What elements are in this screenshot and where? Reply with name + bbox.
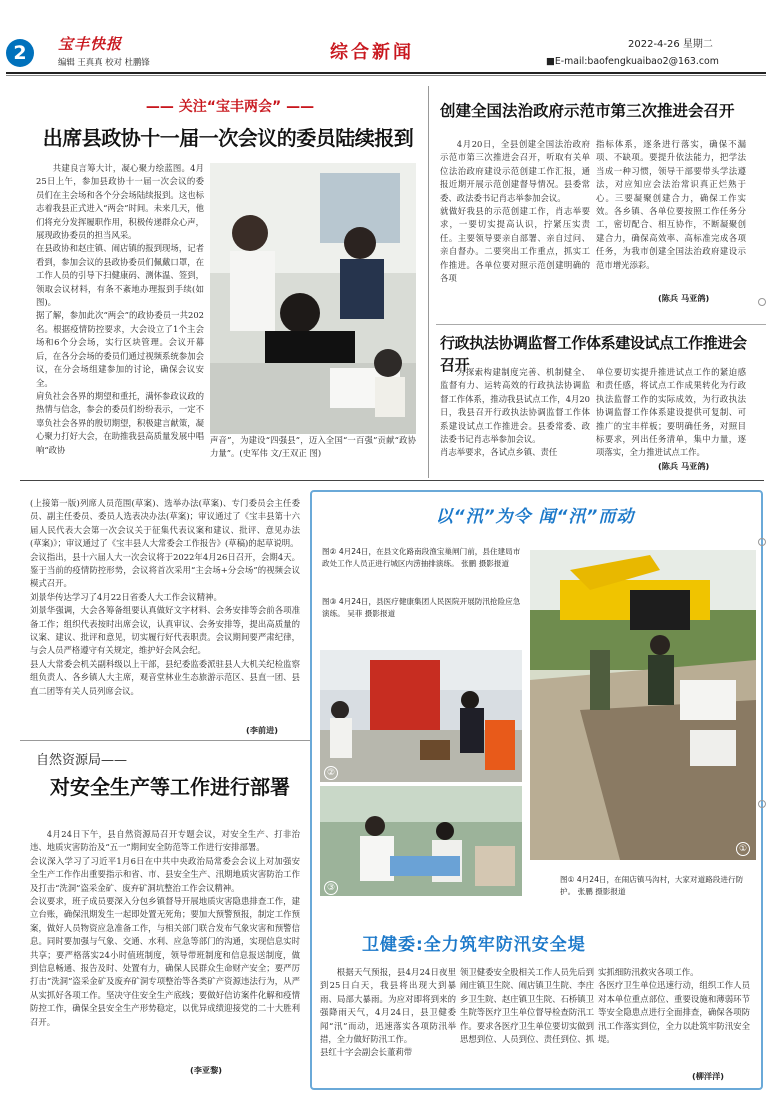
article3-body-col2: 单位要切实提升推进试点工作的紧迫感和责任感，将试点工作成果转化为行政执法监督工作的实际成效，为行政执法协调监督工作体系建设提供可复制、可推广的宝丰样板；要明确任务，对照目标要求，列出任务清单，集中力量，逐项落实，全力推进试点工作。	[596, 367, 746, 458]
article2-body-col1: 4月20日，全县创建全国法治政府示范市第三次推进会召开，听取有关单位法治政府建设示范创建工作汇报，通报近期开展示范创建督导情况。县委常委、政法委书记肖志举参加会议。 就做好我县的示范创建工作，肖志举要求，一要切实提高认识，拧紧压实责任。主要领导要亲自部署、亲自过问、亲自督办。二要突出工作重点，抓实工作推进。各单位要对照示范创建明确的各项	[440, 139, 590, 284]
binding-hole-1	[758, 298, 766, 306]
page-number-badge: 2	[6, 39, 34, 67]
section-title: 综合新闻	[330, 42, 414, 63]
article2-body-col2: 指标体系，逐条进行落实，确保不漏项、不缺项。要提升依法能力，把学法当成一种习惯，领导干部要带头学法遵法，对应知应会法治常识真正烂熟于心。三要凝聚创建合力，确保工作实效。各乡镇、各单位要按照工作任务分工，密切配合、相互协作，不断凝聚创建合力，确保高效率、高标准完成各项任务，为我市创建全国法治政府建设示范市增光添彩。	[596, 139, 746, 270]
issue-date: 2022-4-26 星期二	[628, 39, 713, 50]
article2-byline: (陈兵 马亚鸽)	[658, 293, 710, 303]
flood-photo-2-badge: ②	[324, 766, 338, 780]
article7-byline: (柳洋洋)	[692, 1071, 725, 1081]
flood-feature-banner: 以“汛”为令 闻“汛”而动	[435, 507, 635, 527]
article1-title: 出席县政协十一届一次会议的委员陆续报到	[42, 126, 414, 150]
article1-photo	[210, 163, 416, 434]
flood-photo-3-caption: 图③ 4月24日，县医疗健康集团人民医院开展防汛抢险应急演练。 吴菲 摄影报道	[322, 597, 521, 618]
flood-photo-1-badge: ①	[736, 842, 750, 856]
flood-photo-2	[320, 650, 522, 782]
article1-kicker: —— 关注“宝丰两会” ——	[145, 99, 315, 115]
article7-body-col1: 根据天气预报，县4月24日夜里到25日白天，我县将出现大到暴雨、局部大暴雨。为应对即将到来的强降雨天气，4月24日，县卫健委闻“汛”而动，迅速落实各项防汛举措，全力做好防汛工作。 县红十字会副会长董莉带	[320, 967, 456, 1058]
article7-body-col2: 领卫健委安全股相关工作人员先后到闹庄镇卫生院、闹店镇卫生院、李庄乡卫生院、赵庄镇卫生院、石桥镇卫生院等医疗卫生单位督导检查防汛工作。要求各医疗卫生单位要切实做到思想到位、人员到位、责任到位、抓	[460, 967, 594, 1045]
header-rule-thin	[6, 75, 766, 76]
binding-hole-2	[758, 538, 766, 546]
flood-photo-3	[320, 786, 522, 896]
flood-photo-1-caption: 图① 4月24日，在闹店镇马沟村，大家对道路段进行防护。 张鹏 摄影报道	[560, 875, 744, 896]
flood-photo-1	[530, 550, 756, 860]
flood-photo-2-pump-drill	[320, 650, 522, 782]
article7-body-col3: 实抓细防汛救灾各项工作。 各医疗卫生单位迅速行动，组织工作人员对本单位重点部位、重要设施和薄弱环节等安全隐患点进行全面排查，确保各项防汛工作落实到位，全力以赴筑牢防汛安全堤。	[598, 967, 750, 1045]
article2-rule	[436, 324, 766, 325]
article3-byline: (陈兵 马亚鸽)	[658, 461, 710, 471]
paper-name-logo: 宝丰快报	[58, 35, 123, 53]
article3-body-col1: 为探索构建制度完善、机制健全、监督有力、运转高效的行政执法协调监督工作体系，推动我县试点工作，4月20日，我县召开行政执法协调监督工作体系建设试点工作推进会。县委常委、政法委书记肖志举参加会议。 肖志举要求，各试点乡镇、责任	[440, 367, 590, 458]
flood-photo-3-badge: ③	[324, 881, 338, 895]
header-rule-thick	[6, 72, 766, 74]
article4-byline: (李前进)	[246, 724, 278, 738]
article4-rule	[20, 740, 310, 741]
article7-title: 卫健委:全力筑牢防汛安全堤	[362, 935, 586, 955]
column-divider	[428, 86, 429, 478]
article2-title: 创建全国法治政府示范市第三次推进会召开	[440, 102, 735, 120]
article1-photo-registration	[210, 163, 416, 434]
article1-body: 共建良言筹大计，凝心聚力绘蓝图。4月25日上午，参加县政协十一届一次会议的委员们在主会场和各个分会场陆续报到。这也标志着我县正式进入“两会”时间。未来几天，他们将充分发挥履职作用，积极传递群众心声，展现政协委员的担当风采。 在县政协和赵庄镇、闹店镇的报到现场，记者看到，参加会议的县政协委员们佩戴口罩，在工作人员的引导下扫健康码、测体温、签到，领取会议材料，有条不紊地办理报到手续(如图)。 据了解，参加此次“两会”的政协委员一共202名。根据疫情防控要求，大会设立了1个主会场和6个分会场，实行区块管理。会议开幕后，在各分会场的委员们通过视频系统参加会议，在分会场组建参加的讨论，确保会议安全。 肩负社会各界的期望和重托，满怀参政议政的热情与信念，参会的委员们纷纷表示，一定不辜负社会各界的殷切期望，积极建言献策，凝心聚力打好大会，在助推我县高质量发展中唱响“政协	[36, 163, 204, 455]
article1-caption: 声音”，为建设“四强县”，迈入全国“一百强”贡献“政协力量”。(史军伟 文/王双正 图)	[210, 435, 416, 459]
article3-title: 行政执法协调监督工作体系建设试点工作推进会召开	[440, 334, 747, 374]
article4-body: (上接第一版)列席人员范围(草案)、选举办法(草案)、专门委员会主任委员、副主任委员、委员人选表决办法(草案)；审议通过了《宝丰县第十六届人民代表大会第一次会议关于征集代表议案和建议、批评、意见办法(草案)》；审议通过了《宝丰县人大常委会工作报告》(草稿)的起草说明。 会议指出，县十六届人大一次会议将于2022年4月26日召开，会期4天。鉴于当前的疫情防控形势，会议将首次采用“主会场+分会场”的视频会议模式召开。 刘景华传达学习了4月22日省委人大工作会议精神。 刘景华强调，大会各筹备组要认真做好文字材料、会务安排等会前各项准备工作；组织代表按时出席会议，认真审议、会务安排等，提出高质量的议案、建议、批评和意见，切实履行好代表职责。会议期间要严肃纪律，与会人员严格遵守有关规定，维护好会风会纪。 县人大常委会机关副科级以上干部，县纪委监委派驻县人大机关纪检监察组负责人、各乡镇人大主席，观音堂林业生态旅游示范区、县直一团、县直二团等有关人员列席会议。	[30, 498, 300, 696]
article5-byline: (李亚黎)	[190, 1064, 222, 1078]
article5-title: 对安全生产等工作进行部署	[50, 775, 290, 799]
binding-hole-3	[758, 800, 766, 808]
flood-photo-1-excavator	[530, 550, 756, 860]
flood-photo-2-caption: 图② 4月24日，在县文化路南段渔宝巢闸门前，县住建局市政处工作人员正进行城区内涝抽排演练。 张鹏 摄影报道	[322, 547, 521, 568]
article5-body: 4月24日下午，县自然资源局召开专题会议，对安全生产、打非治违、地质灾害防治及“五一”期间安全防范等工作进行安排部署。 会议深入学习了习近平1月6日在中共中央政治局常委会会议上对加强安全生产工作作出重要指示和省、市、县安全生产、汛期地质灾害防治工作及打击“洗洞”盗采金矿、废弃矿洞坑整治工作会议精神。 会议要求，班子成员要深入分包乡镇督导开展地质灾害隐患排查工作，建立台账，确保汛期发生一起即处置无死角；要加大预警预报，制定工作预案，做好人员物资应急准备工作，与相关部门联合发布气象灾害和预警信息。同时要加强与气象、交通、水利、应急等部门的沟通，实现信息实时共享；要严格落实24小时值班制度，领导带班制度和信息报送制度，做到信息畅通、报告及时、处置有力，确保人民群众生命财产安全；要严厉打击“洗洞”盗采金矿及废弃矿洞专项整治等各类矿产资源违法行为，从严从实抓好各项工作。坚决守住安全生产底线；要做好信访案件化解和疫情防控工作，确保全县安全生产形势稳定，以优异成绩迎接党的二十大胜利召开。	[30, 829, 300, 1027]
article5-kicker: 自然资源局——	[36, 753, 128, 768]
contact-email: ■E-mail:baofengkuaibao2@163.com	[546, 56, 719, 67]
flood-photo-3-medical-drill	[320, 786, 522, 896]
editor-staff: 编辑 王真真 校对 杜鹏锋	[58, 57, 150, 67]
fold-rule	[20, 480, 764, 481]
